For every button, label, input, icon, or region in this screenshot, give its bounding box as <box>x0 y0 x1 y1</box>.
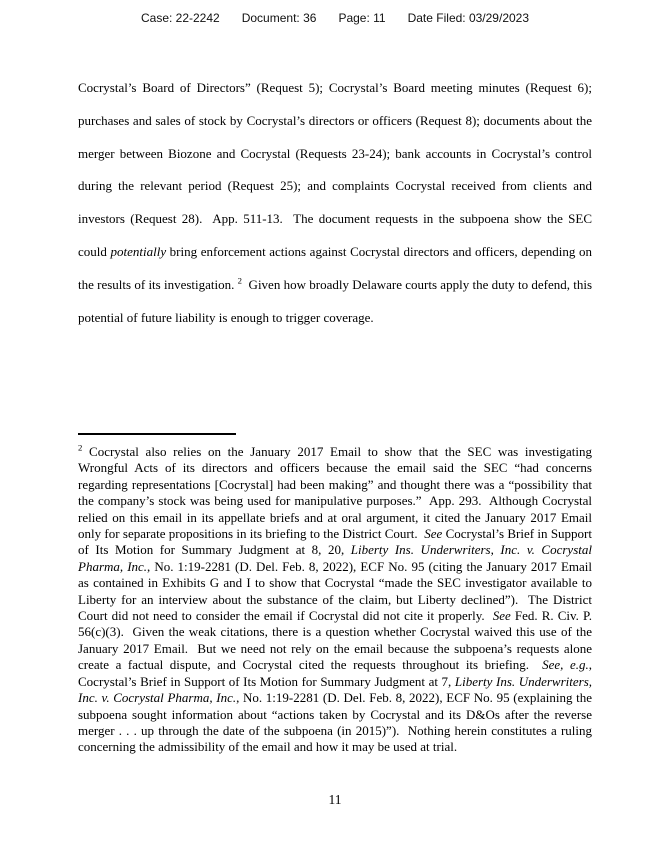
footnote-separator <box>78 433 236 435</box>
header-case-number: Case: 22-2242 <box>140 11 220 25</box>
body-paragraph: Cocrystal’s Board of Directors” (Request 5); Cocrystal’s Board meeting minutes (Request 6); purchases and sales of stock by Cocrystal’s directors or officers (Request 8); documents about the merger between Biozone and Cocrystal (Requests 23-24); bank accounts in Cocrystal’s control during the relevant period (Request 25); and complaints Cocrystal received from clients and investors (Request 28). App. 511-13. The document requests in the subpoena show the SEC could potentially bring enforcement actions against Cocrystal directors and officers, depending on the results of its investigation. $^2$ Given how broadly Delaware courts apply the duty to defend, this potential of future liability is enough to trigger coverage. <box>78 80 596 325</box>
header-date-filed: Date Filed: 03/29/2023 <box>407 11 530 25</box>
document-header <box>0 11 670 25</box>
page-number-footer: 11 <box>328 792 342 807</box>
header-document-number: Document: 36 <box>241 11 317 25</box>
header-page-number: Page: 11 <box>338 11 386 25</box>
footnote-2: $^2$ Cocrystal also relies on the January 2017 Email to show that the SEC was investigating Wrongful Acts of its directors and officers because the email said the SEC “had concerns regarding representations [Cocrystal] had been making” and thought there was a “possibility that the company’s stock was being used for manipulative purposes.” App. 293. Although Cocrystal relied on this email in its appellate briefs and at oral argument, it cited the January 2017 Email only for separate propositions in its briefing to the District Court. See Cocrystal’s Brief in Support of Its Motion for Summary Judgment at 8, 20, Liberty Ins. Underwriters, Inc. v. Cocrystal Pharma, Inc., No. 1:19-2281 (D. Del. Feb. 8, 2022), ECF No. 95 (citing the January 2017 Email as contained in Exhibits G and I to show that Cocrystal “made the SEC investigator available to Liberty for an interview about the substance of the claim, but Liberty declined”). The District Court did not need to consider the email if Cocrystal did not cite it properly. See Fed. R. Civ. P. 56(c)(3). Given the weak citations, there is a question whether Cocrystal waived this use of the January 2017 Email. But we need not rely on the email because the subpoena’s requests alone create a factual dispute, and Cocrystal cited the requests throughout its briefing. See, e.g., Cocrystal’s Brief in Support of Its Motion for Summary Judgment at 7, Liberty Ins. Underwriters, Inc. v. Cocrystal Pharma, Inc., No. 1:19-2281 (D. Del. Feb. 8, 2022), ECF No. 95 (explaining the subpoena sought information about “actions taken by Cocrystal and its D&Os after the reverse merger . . . up through the date of the subpoena (in 2015)”). Nothing herein constitutes a ruling concerning the admissibility of the email and how it may be used at trial. <box>78 442 596 755</box>
